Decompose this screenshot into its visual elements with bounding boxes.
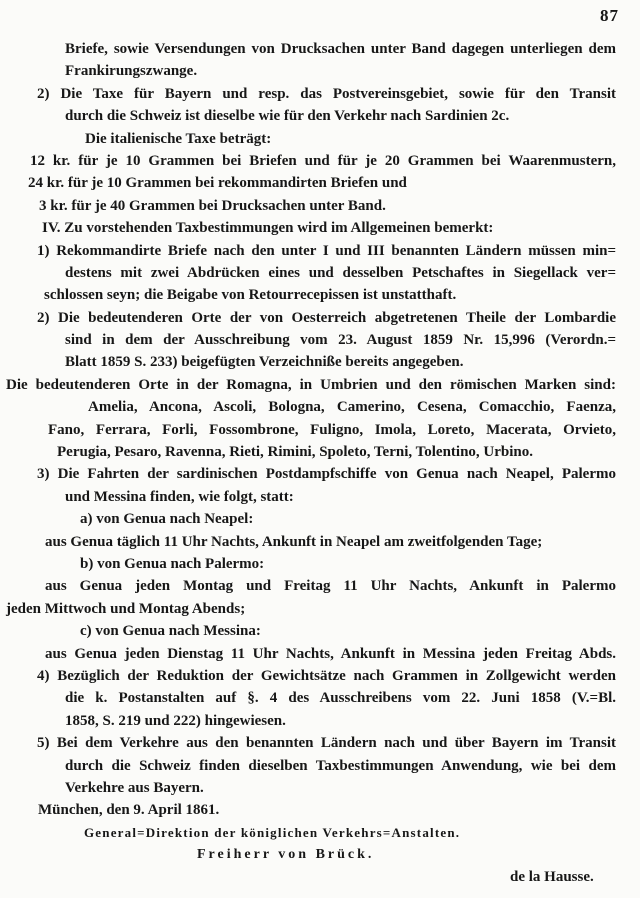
text-line: b) von Genua nach Palermo: bbox=[80, 555, 265, 572]
text-line: durch die Schweiz finden dieselben Taxbestimmungen Anwendung, wie bei dem bbox=[65, 757, 616, 774]
text-line: Fano, Ferrara, Forli, Fossombrone, Fuligno, Imola, Loreto, Macerata, Orvieto, bbox=[48, 421, 616, 438]
text-line: aus Genua jeden Montag und Freitag 11 Uhr Nachts, Ankunft in Palermo bbox=[45, 578, 616, 595]
text-line: a) von Genua nach Neapel: bbox=[80, 511, 254, 528]
text-line: schlossen seyn; die Beigabe von Retourrecepissen ist unstatthaft. bbox=[44, 287, 457, 304]
text-line: Die italienische Taxe beträgt: bbox=[85, 130, 272, 147]
text-line: Die bedeutenderen Orte in der Romagna, in Umbrien und den römischen Marken sind: bbox=[6, 376, 616, 393]
date-line: München, den 9. April 1861. bbox=[38, 802, 220, 819]
text-line: und Messina finden, wie folgt, statt: bbox=[65, 488, 294, 505]
text-line: 12 kr. für je 10 Grammen bei Briefen und für je 20 Grammen bei Waarenmustern, bbox=[30, 152, 616, 169]
text-line: Frankirungszwange. bbox=[65, 63, 198, 80]
text-line: 24 kr. für je 10 Grammen bei rekommandirten Briefen und bbox=[28, 175, 407, 192]
text-line: die k. Postanstalten auf §. 4 des Ausschreibens vom 22. Juni 1858 (V.=Bl. bbox=[65, 690, 616, 707]
signature-name: Freiherr von Brück. bbox=[197, 847, 375, 863]
text-block bbox=[0, 38, 640, 889]
text-line: durch die Schweiz ist dieselbe wie für den Verkehr nach Sardinien 2c. bbox=[65, 108, 510, 125]
signature-org: General=Direktion der königlichen Verkehrs=Anstalten. bbox=[84, 824, 461, 840]
numbered-item-line: 2) Die bedeutenderen Orte der von Oesterreich abgetretenen Theile der Lombardie bbox=[37, 309, 616, 326]
section-heading: IV. Zu vorstehenden Taxbestimmungen wird im Allgemeinen bemerkt: bbox=[42, 220, 494, 237]
text-line: aus Genua täglich 11 Uhr Nachts, Ankunft in Neapel am zweitfolgenden Tage; bbox=[45, 533, 543, 550]
text-line: Perugia, Pesaro, Ravenna, Rieti, Rimini, Spoleto, Terni, Tolentino, Urbino. bbox=[57, 444, 534, 461]
text-line: jeden Mittwoch und Montag Abends; bbox=[6, 600, 246, 617]
numbered-item-line: 2) Die Taxe für Bayern und resp. das Postvereinsgebiet, sowie für den Transit bbox=[37, 85, 616, 102]
numbered-item-line: 3) Die Fahrten der sardinischen Postdampfschiffe von Genua nach Neapel, Palermo bbox=[37, 466, 616, 483]
text-line: aus Genua jeden Dienstag 11 Uhr Nachts, Ankunft in Messina jeden Freitag Abds. bbox=[45, 645, 616, 662]
text-line: destens mit zwei Abdrücken eines und desselben Petschaftes in Siegellack ver= bbox=[65, 264, 616, 281]
text-line: 1858, S. 219 und 222) hingewiesen. bbox=[65, 712, 286, 729]
text-line: c) von Genua nach Messina: bbox=[80, 623, 261, 640]
signature-countersign: de la Hausse. bbox=[510, 869, 594, 886]
text-line: Verkehre aus Bayern. bbox=[65, 779, 204, 796]
text-line: Briefe, sowie Versendungen von Drucksachen unter Band dagegen unterliegen dem bbox=[65, 41, 616, 57]
page-number: 87 bbox=[600, 6, 619, 25]
text-line: Amelia, Ancona, Ascoli, Bologna, Camerino, Cesena, Comacchio, Faenza, bbox=[88, 399, 616, 416]
numbered-item-line: 5) Bei dem Verkehre aus den benannten Ländern nach und über Bayern im Transit bbox=[37, 735, 616, 752]
text-line: Blatt 1859 S. 233) beigefügten Verzeichniße bereits angegeben. bbox=[65, 354, 464, 371]
text-line: sind in dem der Ausschreibung vom 23. August 1859 Nr. 15,996 (Verordn.= bbox=[65, 332, 616, 349]
numbered-item-line: 4) Bezüglich der Reduktion der Gewichtsätze nach Grammen in Zollgewicht werden bbox=[37, 667, 616, 684]
numbered-item-line: 1) Rekommandirte Briefe nach den unter I und III benannten Ländern müssen min= bbox=[37, 242, 616, 259]
text-line: 3 kr. für je 40 Grammen bei Drucksachen unter Band. bbox=[39, 197, 386, 214]
